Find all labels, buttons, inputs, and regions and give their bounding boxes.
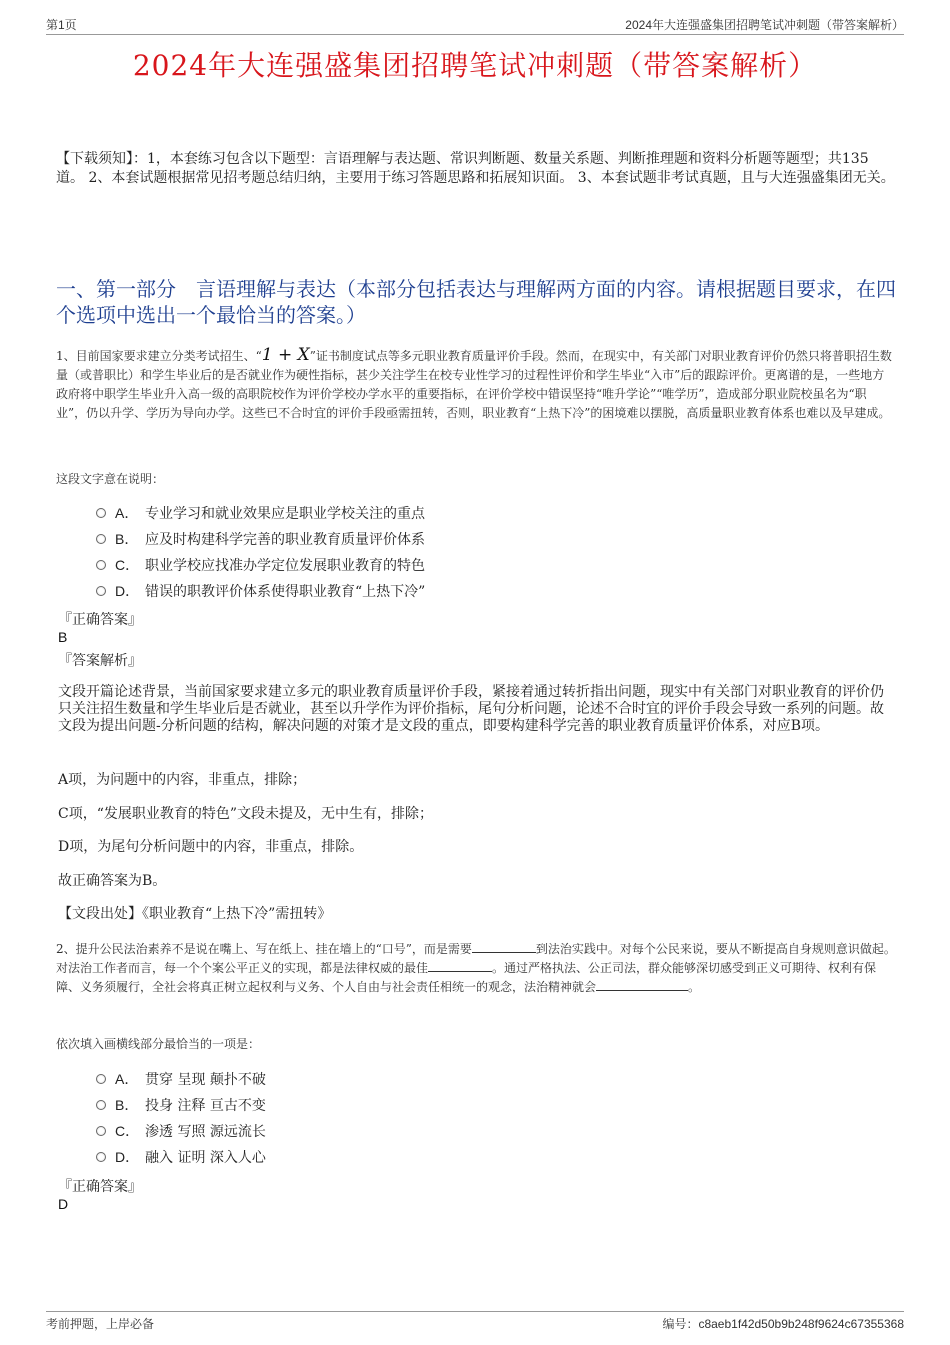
option-letter: B． (115, 531, 139, 547)
radio-icon[interactable] (96, 1074, 106, 1084)
q1-text-before: 1、目前国家要求建立分类考试招生、“ (56, 349, 262, 363)
q1-option-d[interactable] (96, 578, 425, 604)
q1-analysis-a: A项，为问题中的内容，非重点，排除； (58, 772, 307, 788)
option-text: 投身 注释 亘古不变 (145, 1098, 266, 1114)
radio-icon[interactable] (96, 560, 106, 570)
option-text: 融入 证明 深入人心 (145, 1150, 266, 1166)
q2-option-a[interactable] (96, 1066, 266, 1092)
q1-option-b[interactable] (96, 526, 425, 552)
question-1-options (96, 500, 425, 604)
radio-icon[interactable] (96, 1126, 106, 1136)
radio-icon[interactable] (96, 1152, 106, 1162)
download-notice: 【下载须知】：1，本套练习包含以下题型：言语理解与表达题、常识判断题、数量关系题、判断推理题和资料分析题等题型；共135道。 2、本套试题根据常见招考题总结归纳，主要用于练习答题思路和拓展知识面。 3、本套试题非考试真题，且与大连强盛集团无关。 (56, 151, 895, 186)
option-letter: A． (115, 505, 139, 521)
option-text: 专业学习和就业效果应是职业学校关注的重点 (145, 506, 425, 522)
q2-segment-1: 2、提升公民法治素养不是说在嘴上、写在纸上、挂在墙上的“口号”，而是需要 (56, 942, 472, 956)
footer-code (662, 1315, 904, 1332)
option-text: 错误的职教评价体系使得职业教育“上热下冷” (145, 584, 426, 600)
q1-conclusion: 故正确答案为B。 (58, 873, 167, 889)
option-letter: D． (115, 583, 140, 599)
q2-answer: D (58, 1196, 69, 1212)
q2-answer-label: 『正确答案』 (58, 1179, 142, 1195)
question-2-options (96, 1066, 266, 1170)
q1-option-a[interactable] (96, 500, 425, 526)
q1-source: 【文段出处】《职业教育“上热下冷”需扭转》 (58, 906, 332, 922)
radio-icon[interactable] (96, 508, 106, 518)
option-text: 贯穿 呈现 颠扑不破 (145, 1072, 266, 1088)
q1-analysis-d: D项，为尾句分析问题中的内容，非重点，排除。 (58, 839, 364, 855)
radio-icon[interactable] (96, 1100, 106, 1110)
header-doc-title: 2024年大连强盛集团招聘笔试冲刺题（带答案解析） (625, 18, 904, 32)
option-text: 渗透 写照 源远流长 (145, 1124, 266, 1140)
q2-segment-2: 到法治实践中。对每个公民来说，要从不断提高自身规则意识做起。对法治工作者而言，每一个个案公平正义的实现，都是法律权威的最佳 (56, 942, 896, 975)
q1-formula: 1 + X (261, 345, 310, 365)
question-2-text (56, 940, 896, 997)
question-1-stem: 这段文字意在说明： (56, 472, 165, 486)
blank-3 (596, 978, 688, 991)
option-letter: C． (115, 1123, 140, 1139)
q1-answer-label: 『正确答案』 (58, 612, 142, 628)
footer-slogan: 考前押题，上岸必备 (46, 1317, 155, 1331)
q2-option-b[interactable] (96, 1092, 266, 1118)
q2-segment-3: 。通过严格执法、公正司法，群众能够深切感受到正义可期待、权利有保障、义务须履行，全社会将真正树立起权利与义务、个人自由与社会责任相统一的观念，法治精神就会 (56, 961, 877, 994)
footer-rule (46, 1311, 904, 1312)
q1-analysis-main: 文段开篇论述背景，当前国家要求建立多元的职业教育质量评价手段，紧接着通过转折指出问题，现实中有关部门对职业教育的评价仍只关注招生数量和学生毕业后是否就业，甚至以升学作为评价指标，尾句分析问题，论述不合时宜的评价手段会导致一系列的问题。故文段为提出问题-分析问题的结构，解决问题的对策才是文段的重点，即要构建科学完善的职业教育质量评价体系，对应B项。 (58, 684, 884, 734)
section-heading: 一、第一部分 言语理解与表达（本部分包括表达与理解两方面的内容。请根据题目要求，在四个选项中选出一个最恰当的答案。） (56, 277, 896, 327)
question-1-text (56, 346, 896, 423)
option-letter: C． (115, 557, 140, 573)
footer-code-label: 编号： (662, 1317, 699, 1331)
q1-analysis-label: 『答案解析』 (58, 653, 142, 669)
q1-option-c[interactable] (96, 552, 425, 578)
question-2-stem: 依次填入画横线部分最恰当的一项是： (56, 1037, 261, 1051)
blank-1 (472, 940, 536, 953)
q2-option-d[interactable] (96, 1144, 266, 1170)
q1-analysis-c: C项，“发展职业教育的特色”文段未提及，无中生有，排除； (58, 806, 434, 822)
q2-segment-4: 。 (688, 980, 701, 994)
option-letter: D． (115, 1149, 140, 1165)
option-letter: A． (115, 1071, 139, 1087)
page-title: 2024年大连强盛集团招聘笔试冲刺题（带答案解析） (132, 49, 818, 82)
page-number: 第1页 (46, 18, 77, 32)
radio-icon[interactable] (96, 586, 106, 596)
q2-option-c[interactable] (96, 1118, 266, 1144)
option-text: 职业学校应找准办学定位发展职业教育的特色 (145, 558, 425, 574)
radio-icon[interactable] (96, 534, 106, 544)
q1-text-after: ”证书制度试点等多元职业教育质量评价手段。然而，在现实中，有关部门对职业教育评价仍然只将普职招生数量（或普职比）和学生毕业后的是否就业作为硬性指标，甚少关注学生在校专业性学习的过程性评价和学生毕业“入市”后的跟踪评价。更离谱的是，一些地方政府将中职学生毕业升入高一级的高职院校作为评价学校办学水平的重要指标，在评价学校中错误坚持“唯升学论”“唯学历”，造成部分职业院校虽名为“职业”，仍以升学、学历为导向办学。这些已不合时宜的评价手段亟需扭转，否则，职业教育“上热下冷”的困境难以摆脱，高质量职业教育体系也难以及早建成。 (56, 349, 892, 420)
header-rule (46, 34, 904, 35)
q1-answer: B (58, 629, 68, 645)
blank-2 (428, 959, 492, 972)
footer-code-value: c8aeb1f42d50b9b248f9624c67355368 (698, 1317, 904, 1331)
option-text: 应及时构建科学完善的职业教育质量评价体系 (145, 532, 425, 548)
option-letter: B． (115, 1097, 139, 1113)
